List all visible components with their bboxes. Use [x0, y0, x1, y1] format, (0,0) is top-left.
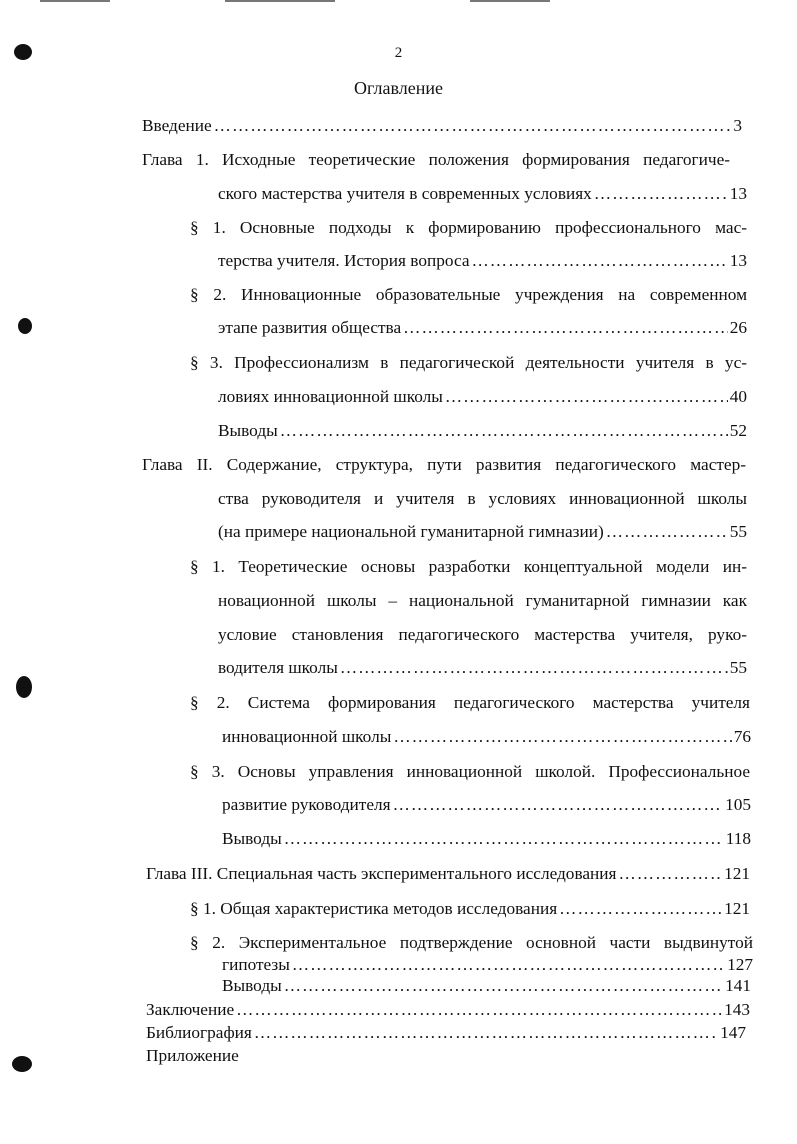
- page-number: 2: [394, 45, 403, 61]
- toc-page-number: 143: [724, 1000, 750, 1019]
- toc-entry-text: Глава III. Специальная часть экспериментального исследования: [146, 864, 617, 883]
- scan-blot: [12, 1056, 32, 1072]
- toc-entry-text: Выводы: [222, 829, 282, 848]
- toc-chapter-3: [146, 864, 750, 884]
- toc-ch1-section-1-line2: [218, 251, 747, 271]
- toc-ch1-section-1-line1: § 1. Основные подходы к формированию профессионального мас-: [190, 218, 747, 237]
- toc-entry-text: ского мастерства учителя в современных условиях: [218, 184, 592, 203]
- page-title: Оглавление: [354, 78, 443, 98]
- leader-dots: [403, 318, 728, 338]
- toc-ch2-section-1-line1: § 1. Теоретические основы разработки концептуальной модели ин-: [190, 557, 747, 576]
- toc-chapter-1-line2: [218, 184, 747, 204]
- toc-ch2-section-1-line3: условие становления педагогического мастерства учителя, руко-: [218, 625, 747, 644]
- leader-dots: [559, 899, 722, 919]
- toc-entry-text: Заключение: [146, 1000, 235, 1019]
- toc-entry-text: Библиография: [146, 1023, 252, 1042]
- toc-entry-appendix: Приложение: [146, 1046, 239, 1065]
- toc-ch3-section-1: [190, 899, 750, 919]
- toc-page-number: 121: [724, 899, 750, 918]
- leader-dots: [214, 116, 732, 136]
- toc-page-number: 118: [725, 829, 751, 848]
- toc-page-number: 105: [725, 795, 751, 814]
- toc-ch1-section-3-line1: § 3. Профессионализм в педагогической деятельности учителя в ус-: [190, 353, 747, 372]
- toc-entry-bibliography: [146, 1023, 746, 1043]
- leader-dots: [280, 421, 728, 441]
- toc-entry-text: (на примере национальной гуманитарной гимназии): [218, 522, 604, 541]
- toc-chapter-2-line3: [218, 522, 747, 542]
- leader-dots: [284, 976, 723, 996]
- leader-dots: [393, 727, 731, 747]
- toc-chapter-2-line2: ства руководителя и учителя в условиях инновационной школы: [218, 489, 747, 508]
- scan-blot: [18, 318, 32, 334]
- toc-chapter-2-line1: Глава II. Содержание, структура, пути развития педагогического мастер-: [142, 455, 746, 474]
- toc-ch2-section-1-line2: новационной школы – национальной гуманитарной гимназии как: [218, 591, 747, 610]
- toc-ch1-section-2-line2: [218, 318, 747, 338]
- toc-entry-text: Выводы: [222, 976, 282, 995]
- toc-page-number: 141: [725, 976, 751, 995]
- toc-page-number: 52: [729, 421, 747, 440]
- toc-entry-conclusion: [146, 1000, 750, 1020]
- leader-dots: [284, 829, 724, 849]
- toc-page-number: 40: [729, 387, 747, 406]
- scan-edge-mark: [40, 0, 110, 2]
- toc-entry-text: этапе развития общества: [218, 318, 402, 337]
- leader-dots: [340, 658, 728, 678]
- toc-ch1-section-3-line2: [218, 387, 747, 407]
- leader-dots: [594, 184, 728, 204]
- leader-dots: [606, 522, 728, 542]
- toc-ch2-section-3-line2: [222, 795, 751, 815]
- scan-edge-mark: [225, 0, 335, 2]
- leader-dots: [472, 251, 728, 271]
- leader-dots: [292, 955, 725, 975]
- leader-dots: [393, 795, 724, 815]
- toc-page-number: 3: [733, 116, 742, 135]
- toc-ch2-section-1-line4: [218, 658, 747, 678]
- leader-dots: [236, 1000, 722, 1020]
- leader-dots: [445, 387, 728, 407]
- toc-entry-text: развитие руководителя: [222, 795, 391, 814]
- leader-dots: [619, 864, 723, 884]
- toc-ch1-conclusions: [218, 421, 747, 441]
- toc-chapter-1-line1: Глава 1. Исходные теоретические положения формирования педагогиче-: [142, 150, 730, 169]
- toc-entry-text: инновационной школы: [222, 727, 392, 746]
- toc-entry-text: ловиях инновационной школы: [218, 387, 443, 406]
- toc-page-number: 55: [729, 522, 747, 541]
- toc-page-number: 55: [729, 658, 747, 677]
- toc-page-number: 26: [729, 318, 747, 337]
- scan-edge-mark: [470, 0, 550, 2]
- toc-ch3-section-2-line2: [222, 955, 753, 975]
- toc-page-number: 127: [727, 955, 753, 974]
- toc-entry-text: водителя школы: [218, 658, 338, 677]
- toc-ch2-section-2-line2: [222, 727, 751, 747]
- toc-page-number: 121: [724, 864, 750, 883]
- toc-entry-text: Введение: [142, 116, 212, 135]
- toc-ch2-conclusions: [222, 829, 751, 849]
- scan-blot: [16, 676, 32, 698]
- toc-entry-intro: [142, 116, 742, 136]
- toc-entry-text: терства учителя. История вопроса: [218, 251, 470, 270]
- toc-entry-text: гипотезы: [222, 955, 290, 974]
- toc-page-number: 76: [733, 727, 751, 746]
- toc-ch1-section-2-line1: § 2. Инновационные образовательные учреждения на современном: [190, 285, 747, 304]
- toc-ch2-section-2-line1: § 2. Система формирования педагогического мастерства учителя: [190, 693, 750, 712]
- toc-page-number: 13: [729, 251, 747, 270]
- leader-dots: [254, 1023, 718, 1043]
- toc-entry-text: § 1. Общая характеристика методов исследования: [190, 899, 558, 918]
- toc-page-number: 13: [729, 184, 747, 203]
- toc-ch2-section-3-line1: § 3. Основы управления инновационной школой. Профессиональное: [190, 762, 750, 781]
- toc-entry-text: Выводы: [218, 421, 278, 440]
- toc-page-number: 147: [720, 1023, 746, 1042]
- toc-ch3-section-2-line1: § 2. Экспериментальное подтверждение основной части выдвинутой: [190, 933, 753, 952]
- toc-ch3-conclusions: [222, 976, 751, 996]
